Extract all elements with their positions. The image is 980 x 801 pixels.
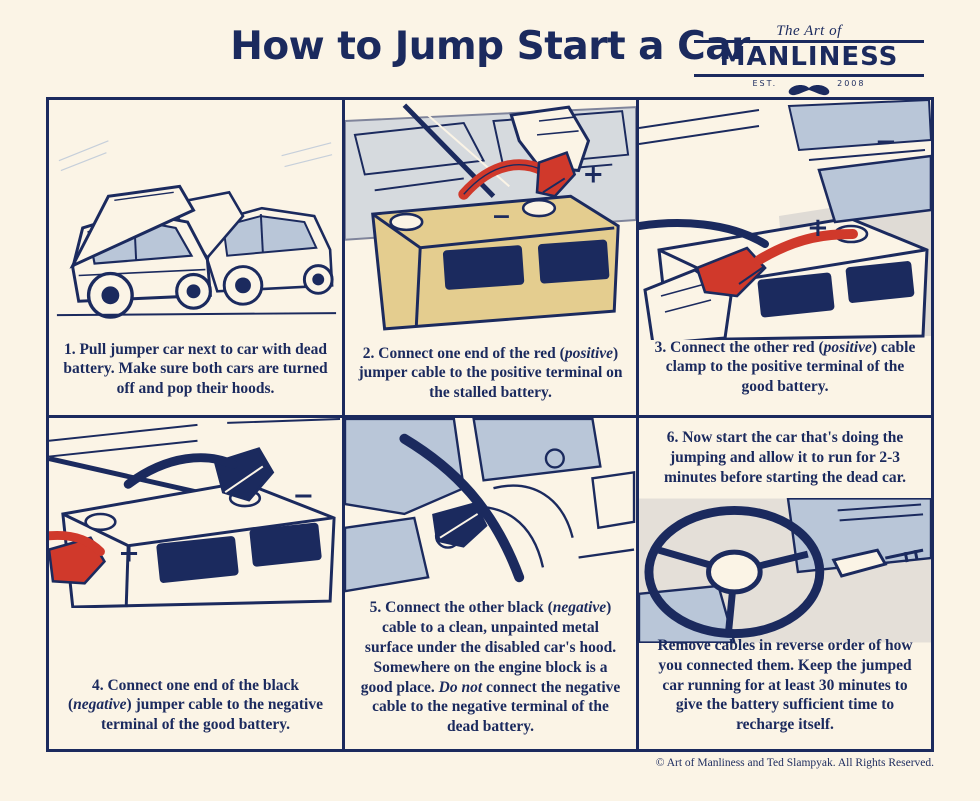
caption-step-5-a: 5. Connect the other black ( [369,599,553,617]
caption-step-2-a: 2. Connect one end of the red ( [362,344,565,362]
panel-step-2 [345,100,639,418]
caption-step-5 [345,598,636,737]
panel-step-1 [49,100,345,418]
red-clamp-on-stalled-battery-illustration [345,100,636,340]
mustache-icon [786,84,832,97]
caption-step-4-b: ) jumper cable to the negative terminal of the good battery. [101,696,323,734]
caption-step-3-b: ) cable clamp to the positive terminal of the good battery. [665,338,916,396]
caption-step-3-a: 3. Connect the other red ( [654,338,824,356]
red-clamp-on-good-battery-illustration [639,100,931,340]
svg-text:−: − [292,481,315,512]
caption-step-2 [345,344,636,403]
logo-wordmark: MANLINESS [694,40,924,77]
panel-step-5 [345,418,639,749]
steering-wheel-ignition-illustration [639,498,931,643]
svg-text:−: − [875,127,897,157]
brand-logo [694,24,924,88]
caption-step-4-a: 4. Connect one end of the black ( [68,676,300,714]
logo-script-text: The Art of [776,23,842,39]
panel-step-4 [49,418,345,749]
caption-step-2-emphasis: positive [564,344,614,362]
caption-step-3-emphasis: positive [823,338,872,356]
copyright-credit: © Art of Manliness and Ted Slampyak. All Rights Reserved. [655,757,934,769]
caption-step-5-b: ) cable to a clean, unpainted metal surface under the disabled car's hood. Somewhere on the engine block is a good place. [360,599,617,696]
steps-grid [46,97,934,752]
page-title: How to Jump Start a Car [230,24,750,69]
caption-step-5-emphasis-1: negative [552,599,607,617]
caption-step-3 [639,338,931,397]
caption-step-4-emphasis: negative [73,696,127,714]
logo-est-label: EST. [752,79,778,89]
caption-step-4 [49,676,342,735]
svg-text:+: + [118,538,140,569]
logo-est-year: 2008 [837,79,866,89]
engine-block-ground-illustration [345,418,636,598]
two-cars-hoods-open-illustration [49,100,342,350]
caption-step-1: 1. Pull jumper car next to car with dead battery. Make sure both cars are turned off and pop their hoods. [63,340,328,398]
black-clamp-on-good-battery-illustration [49,418,342,608]
svg-text:+: + [582,159,605,190]
panel-step-6 [639,418,931,749]
header [0,0,980,89]
caption-step-5-c: connect the negative cable to the negative terminal of the dead battery. [372,678,621,736]
caption-step-6-top: 6. Now start the car that's doing the jumping and allow it to run for 2-3 minutes before starting the dead car. [664,429,906,486]
svg-text:+: + [807,213,829,243]
caption-step-5-emphasis-2: Do not [438,678,483,696]
svg-text:−: − [491,201,512,230]
caption-step-6-bottom: Remove cables in reverse order of how you connected them. Keep the jumped car running for at least 30 minutes to give the battery sufficient time to recharge itself. [657,636,913,734]
caption-step-2-b: ) jumper cable to the positive terminal on the stalled battery. [358,344,623,402]
panel-step-3 [639,100,931,418]
